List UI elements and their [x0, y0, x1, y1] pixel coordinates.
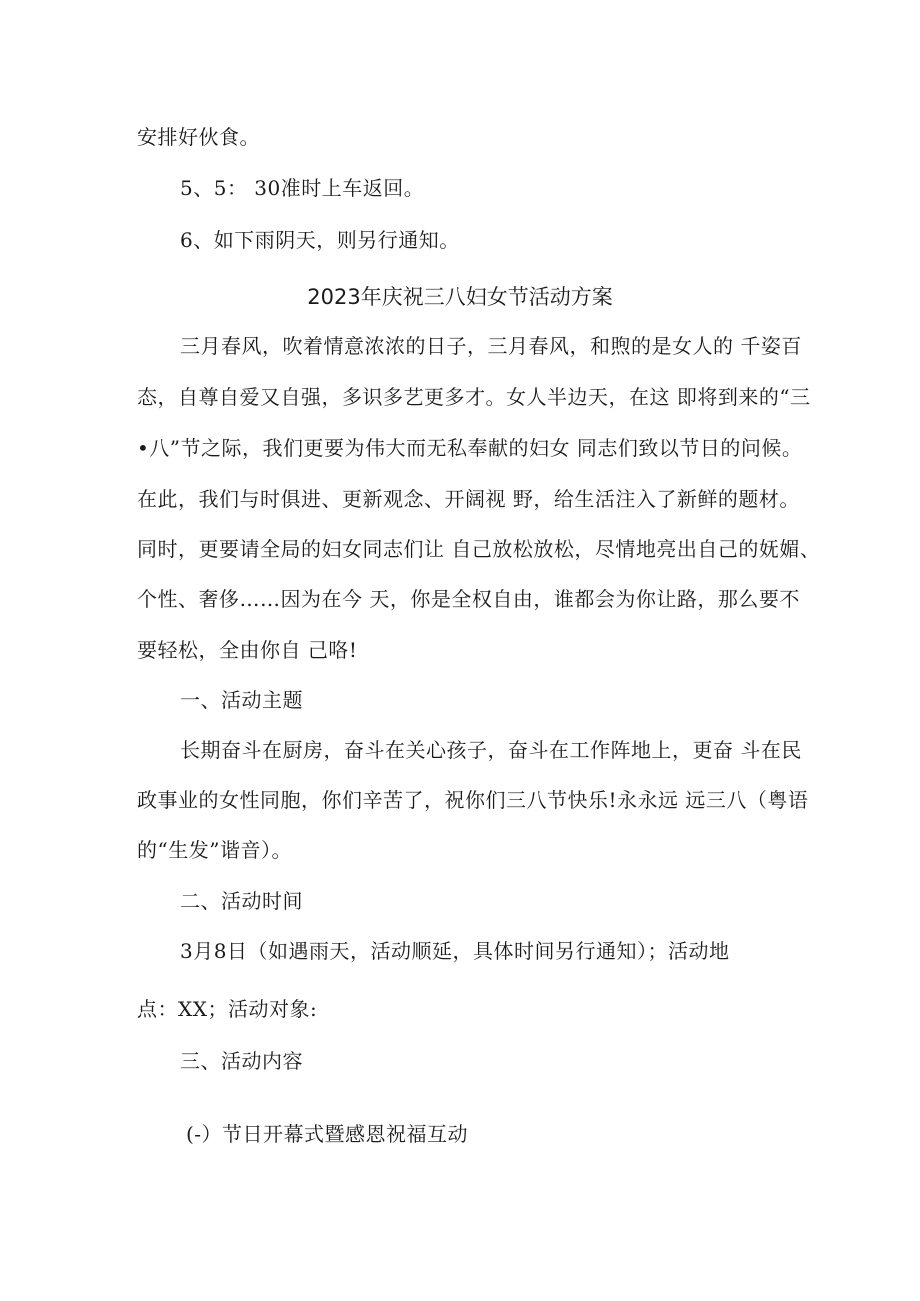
section-heading: 三、活动内容: [180, 1049, 303, 1073]
paragraph-line: 点：XX；活动对象:: [137, 997, 318, 1021]
paragraph-line: 安排好伙食。: [137, 125, 260, 149]
paragraph-line: 长期奋斗在厨房，奋斗在关心孩子，奋斗在工作阵地上，更奋 斗在民: [180, 738, 802, 762]
paragraph-line: 个性、奢侈……因为在今 天，你是全权自由，谁都会为你让路，那么要不: [137, 587, 800, 611]
list-item: 5、5： 30准时上车返回。: [180, 176, 425, 200]
section-heading: 一、活动主题: [180, 688, 303, 712]
paragraph-line: 三月春风，吹着情意浓浓的日子，三月春风，和煦的是女人的 千姿百: [180, 334, 802, 358]
document-title: 2023年庆祝三八妇女节活动方案: [307, 285, 613, 309]
sub-heading: (-）节日开幕式暨感恩祝福互动: [186, 1122, 469, 1146]
section-heading: 二、活动时间: [180, 889, 303, 913]
paragraph-line: 政事业的女性同胞，你们辛苦了，祝你们三八节快乐!永永远 远三八（粤语: [137, 788, 809, 812]
paragraph-line: 在此，我们与时俱进、更新观念、开阔视 野，给生活注入了新鲜的题材。: [137, 487, 800, 511]
list-item: 6、如下雨阴天，则另行通知。: [180, 228, 460, 252]
paragraph-line: 同时，更要请全局的妇女同志们让 自己放松放松，尽情地亮出自己的妩媚、: [137, 537, 821, 561]
paragraph-line: 3月8日（如遇雨天，活动顺延，具体时间另行通知）；活动地: [180, 939, 730, 963]
paragraph-line: 要轻松，全由你自 己咯!: [137, 638, 358, 662]
paragraph-line: 的“生发”谐音）。: [137, 838, 292, 862]
paragraph-line: 态，自尊自爱又自强，多识多艺更多才。女人半边天，在这 即将到来的“三: [137, 385, 811, 409]
paragraph-line: •八”节之际，我们更要为伟大而无私奉献的妇女 同志们致以节日的问候。: [137, 436, 803, 460]
